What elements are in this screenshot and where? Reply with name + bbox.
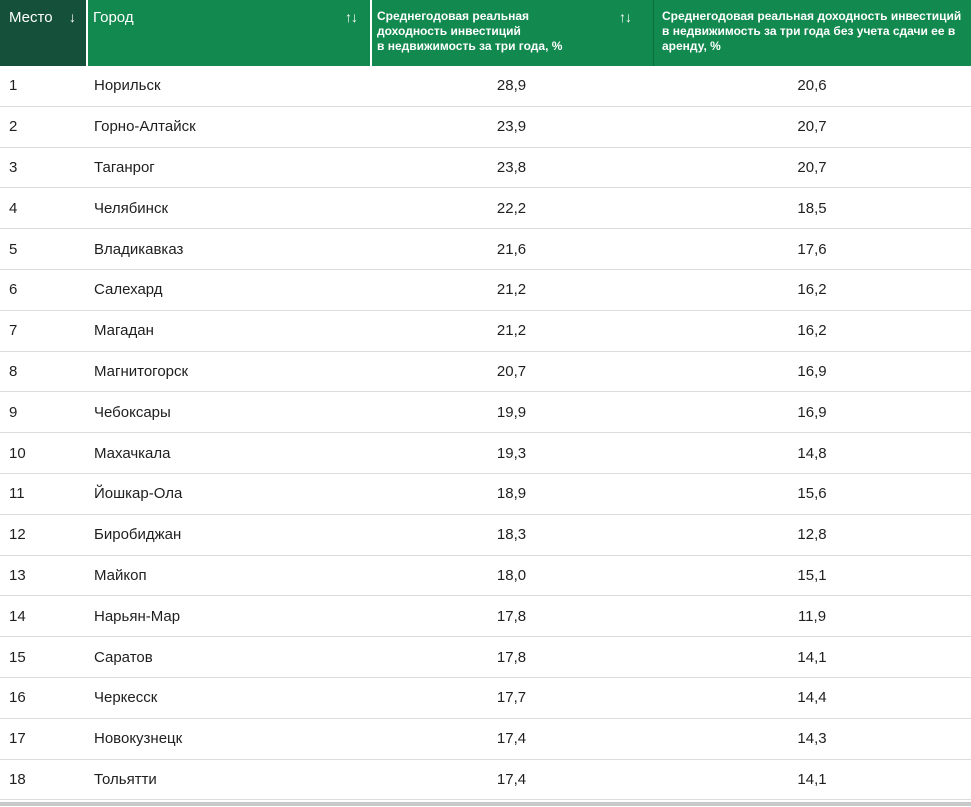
table-row: [0, 229, 971, 270]
yield-total-cell: 18,9: [496, 485, 527, 503]
city-cell: Тольятти: [94, 770, 157, 788]
place-cell: 8: [9, 362, 18, 380]
column-header-place[interactable]: [0, 0, 86, 66]
place-cell: 2: [9, 118, 18, 136]
column-header-city[interactable]: [86, 0, 370, 66]
table-row: [0, 66, 971, 107]
table-row: [0, 433, 971, 474]
table-row: [0, 556, 971, 597]
place-cell: 11: [9, 485, 25, 503]
city-cell: Новокузнецк: [94, 730, 183, 748]
city-cell: Йошкар-Ола: [94, 485, 183, 503]
yield-total-cell: 17,4: [496, 730, 527, 748]
yield-total-cell: 17,7: [496, 689, 527, 707]
city-cell: Саратов: [94, 648, 153, 666]
table-row: [0, 188, 971, 229]
place-cell: 5: [9, 240, 18, 258]
city-cell: Черкесск: [94, 689, 158, 707]
yield-total-cell: 28,9: [496, 77, 527, 95]
place-cell: 6: [9, 281, 18, 299]
yield-no-rent-cell: 11,9: [797, 607, 827, 625]
yield-no-rent-cell: 14,8: [797, 444, 827, 462]
place-cell: 13: [9, 566, 26, 584]
column-label-yield-no-rent: Среднегодовая реальная доходность инвестиций в недвижимость за три года без учета сдачи ее в аренду, %: [662, 9, 962, 53]
yield-total-cell: 17,4: [496, 770, 527, 788]
yield-no-rent-cell: 20,7: [797, 158, 827, 176]
yield-total-cell: 20,7: [496, 362, 527, 380]
table-row: [0, 678, 971, 719]
city-cell: Владикавказ: [94, 240, 184, 258]
column-label-yield-total: Среднегодовая реальная доходность инвестиций в недвижимость за три года, %: [377, 9, 563, 53]
table-row: [0, 637, 971, 678]
place-cell: 7: [9, 322, 18, 340]
yield-no-rent-cell: 14,4: [797, 689, 827, 707]
place-cell: 12: [9, 526, 26, 544]
yield-total-cell: 23,9: [496, 118, 527, 136]
place-cell: 16: [9, 689, 26, 707]
yield-no-rent-cell: 18,5: [797, 199, 827, 217]
sort-desc-icon[interactable]: ↓: [69, 9, 75, 25]
yield-no-rent-cell: 16,9: [797, 403, 827, 421]
place-cell: 3: [9, 158, 18, 176]
city-cell: Нарьян-Мар: [94, 607, 181, 625]
yield-no-rent-cell: 16,9: [797, 362, 827, 380]
yield-total-cell: 22,2: [496, 199, 527, 217]
table-row: [0, 719, 971, 760]
yield-no-rent-cell: 15,6: [797, 485, 827, 503]
column-label-city: Город: [93, 9, 134, 26]
city-cell: Салехард: [94, 281, 163, 299]
yield-no-rent-cell: 12,8: [797, 526, 827, 544]
yield-no-rent-cell: 16,2: [797, 322, 827, 340]
table-row: [0, 107, 971, 148]
place-cell: 15: [9, 648, 26, 666]
table-body: [0, 66, 971, 800]
yield-total-cell: 17,8: [496, 607, 527, 625]
table-row: [0, 596, 971, 637]
city-cell: Магадан: [94, 322, 154, 340]
table-row: [0, 392, 971, 433]
city-cell: Таганрог: [94, 158, 155, 176]
place-cell: 17: [9, 730, 26, 748]
yield-total-cell: 21,2: [496, 322, 527, 340]
yield-total-cell: 17,8: [496, 648, 527, 666]
horizontal-scrollbar[interactable]: [0, 802, 971, 806]
place-cell: 18: [9, 770, 26, 788]
table-row: [0, 270, 971, 311]
table-header: [0, 0, 971, 66]
place-cell: 4: [9, 199, 18, 217]
yield-total-cell: 23,8: [496, 158, 527, 176]
column-label-place: Место: [9, 9, 53, 26]
yield-no-rent-cell: 20,7: [797, 118, 827, 136]
yield-total-cell: 19,3: [496, 444, 527, 462]
yield-total-cell: 18,3: [496, 526, 527, 544]
place-cell: 14: [9, 607, 26, 625]
table-row: [0, 311, 971, 352]
sort-both-icon[interactable]: ↑↓: [345, 9, 357, 25]
yield-no-rent-cell: 14,1: [797, 648, 827, 666]
table-row: [0, 760, 971, 801]
place-cell: 10: [9, 444, 26, 462]
yield-total-cell: 21,6: [496, 240, 527, 258]
city-cell: Майкоп: [94, 566, 147, 584]
yield-no-rent-cell: 20,6: [797, 77, 827, 95]
column-header-yield-no-rent[interactable]: [653, 0, 971, 66]
yield-no-rent-cell: 17,6: [797, 240, 827, 258]
city-cell: Норильск: [94, 77, 161, 95]
column-header-yield-total[interactable]: [370, 0, 653, 66]
city-cell: Магнитогорск: [94, 362, 189, 380]
table-row: [0, 148, 971, 189]
table-row: [0, 352, 971, 393]
sort-both-icon[interactable]: ↑↓: [619, 9, 631, 25]
yield-no-rent-cell: 16,2: [797, 281, 827, 299]
city-cell: Горно-Алтайск: [94, 118, 196, 136]
yield-total-cell: 18,0: [496, 566, 527, 584]
city-cell: Махачкала: [94, 444, 171, 462]
table-row: [0, 515, 971, 556]
yield-total-cell: 21,2: [496, 281, 527, 299]
yield-no-rent-cell: 15,1: [797, 566, 827, 584]
place-cell: 1: [9, 77, 18, 95]
table-row: [0, 474, 971, 515]
yield-total-cell: 19,9: [496, 403, 527, 421]
yield-no-rent-cell: 14,1: [797, 770, 827, 788]
city-cell: Чебоксары: [94, 403, 171, 421]
yield-no-rent-cell: 14,3: [797, 730, 827, 748]
place-cell: 9: [9, 403, 18, 421]
city-cell: Челябинск: [94, 199, 169, 217]
city-cell: Биробиджан: [94, 526, 182, 544]
